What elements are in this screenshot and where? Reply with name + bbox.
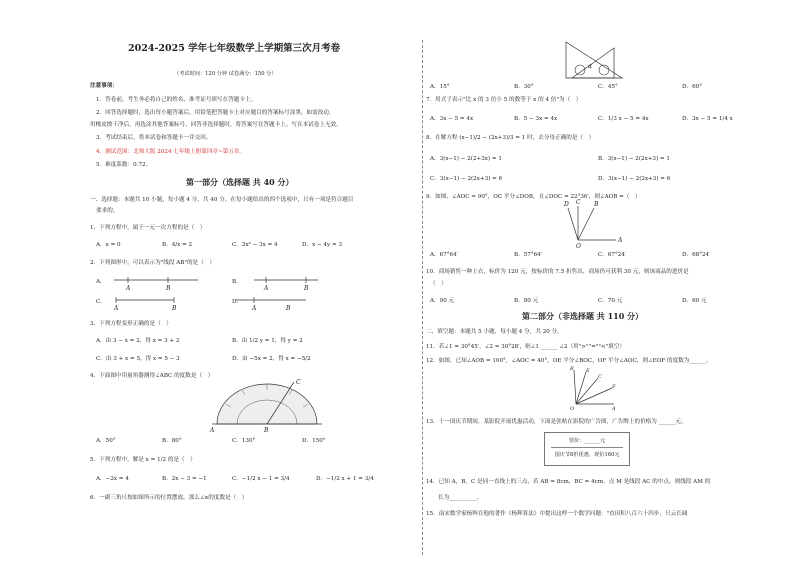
option-d[interactable]: D． [232,299,243,305]
sign-discount-line: 国庆节8折优惠，现价160元 [554,452,620,458]
label-b: B [286,305,291,312]
option-a[interactable]: A．x = 0 [96,242,121,248]
question-10-bracket: （ ） [430,281,447,287]
option-a[interactable]: A．15° [430,84,450,90]
option-b[interactable]: B．57°64′ [514,252,543,258]
question-5: 5．下列方程中，解是 x = 1/2 的是（ ） [90,457,196,463]
price-sign [544,432,630,466]
label-b: B [166,285,171,292]
option-c[interactable]: C．3(x−1) − 2(2x+3) = 6 [430,176,503,182]
option-d[interactable]: D．−1/2 x + 1 = 3/4 [316,476,374,482]
label-a: A [264,285,269,292]
label-b: B [594,201,599,208]
label-e: E [586,368,590,374]
question-6: 6．一副三角尺按如图所示的位置摆放，那么∠α的度数是（ ） [90,495,248,501]
option-a[interactable]: A． [96,279,106,285]
left-column [70,0,422,562]
question-8: 8．在解方程 (x−1)/2 − (2x+3)/3 = 1 时，去分母正确的是（ ） [426,135,595,141]
protractor-figure [210,379,322,434]
q12-ray-figure [570,366,616,410]
part2-heading: 第二部分（非选择题 共 110 分） [522,311,644,321]
question-12: 12．如图，已知∠AOB = 100°，∠AOC = 40°，OE 平分∠BOC，OF 平分∠AOC，则∠EOF 的度数为______。 [426,358,712,364]
option-d[interactable]: D．60° [682,84,702,90]
label-c: C [296,379,301,386]
option-a[interactable]: A．67°64′ [430,252,458,258]
question-7: 7．用式子表示"比 x 的 3 倍小 5 的数等于 x 的 4 倍"为（ ） [426,97,582,103]
label-d: D [564,201,569,208]
option-b[interactable]: B．由 1/2 y = 1，得 y = 2 [232,338,303,344]
label-o: O [576,243,581,250]
label-a: A [126,285,131,292]
option-b[interactable]: B．80 元 [514,298,539,304]
sign-price-line: 票价：______元 [568,438,606,444]
note-item: 1．答卷前，考生务必将自己的姓名、准考证号填写在答题卡上。 [96,97,257,103]
question-11: 11．若∠1 = 30°45′，∠2 = 30°28′，则∠1 ______ ∠2（用">""=""<"填空） [426,344,625,350]
question-15: 15．南宋数学家杨辉在他的著作《杨辉算法》中提出这样一个数学问题："直田积八百六十四步，只云长阔 [426,511,688,517]
option-c[interactable]: C．130° [232,438,256,444]
option-d[interactable]: D．60 元 [682,298,707,304]
question-14: 14．已知 A，B，C 是同一直线上的三点，若 AB = 8cm，BC = 4cm，点 M 是线段 AC 的中点，则线段 AM 的 [426,479,711,485]
option-a[interactable]: A．由 3 − x = 2，得 x = 3 + 2 [96,338,180,344]
option-b[interactable]: B．4/x = 2 [162,242,193,248]
label-f: F [612,384,616,390]
option-c[interactable]: C． [96,299,106,305]
label-b: B [172,305,177,312]
note-item: 5．难度系数：0.72。 [96,162,152,168]
q9-angle-figure [562,199,623,250]
option-a[interactable]: A．3(x−1) − 2(2+3x) = 1 [430,156,502,162]
option-b[interactable]: B．80° [162,438,182,444]
part1-heading: 第一部分（选择题 共 40 分） [186,177,294,187]
label-a: A [252,305,257,312]
option-c[interactable]: C．−1/2 x − 1 = 3/4 [232,476,290,482]
option-b[interactable]: B．2x − 3 = −1 [162,476,207,482]
option-b[interactable]: B． [232,279,242,285]
label-c: C [576,199,581,206]
option-d[interactable]: D．68°24′ [682,252,711,258]
option-c[interactable]: C．45° [598,84,618,90]
label-b: B [264,427,269,434]
column-divider [422,40,423,555]
question-2: 2．下列图形中，可以表示为"线段 AB"的是（ ） [90,260,215,266]
question-9: 9．如图，∠AOC = 90°，OC 平分∠DOB，且∠DOC = 22°36′，则∠AOB =（ ） [426,194,641,200]
label-a: A [612,406,616,412]
page-title: 2024-2025 学年七年级数学上学期第三次月考卷 [128,43,341,54]
right-column [426,0,771,562]
option-c[interactable]: C．67°24′ [598,252,627,258]
question-13: 13．十一国庆节期间，某影院开展优惠活动，下面是张贴在影院的广告图，广告牌上的价格为 ______元。 [426,419,687,425]
exam-info: （考试时间：120 分钟 试卷满分：150 分） [174,71,277,77]
fill-intro: 二、填空题：本题共 5 小题，每小题 4 分，共 20 分。 [426,329,563,335]
option-c[interactable]: C．1/3 x − 5 = 4x [598,116,649,122]
note-item: 用橡皮擦干净后，再选涂其他答案标号。回答非选择题时，将答案写在答题卡上。写在本试卷上无效。 [90,122,342,128]
question-14-cont: 长为__________。 [438,495,483,501]
option-a[interactable]: A．3x − 5 = 4x [430,116,474,122]
option-c[interactable]: C．2x² − 3x = 4 [232,242,278,248]
part1-intro: 一、选择题：本题共 10 小题，每小题 4 分，共 40 分。在每小题给出的四个选项中，只有一项是符合题目 [90,197,354,203]
option-b[interactable]: B．3(x−1) − 2(2x+3) = 1 [598,156,670,162]
q2-segment-figures [106,270,406,320]
option-d[interactable]: D．3x − 5 = 1/4 x [682,116,733,122]
option-c[interactable]: C．由 3 + x = 5，得 x = 5 − 3 [96,356,180,362]
question-10: 10．商场销售一种上衣，标价为 120 元，按标价的 7.5 折售出，商场仍可获利 30 元，则该商品的进价是 [426,269,689,275]
label-b: B [570,366,574,372]
part1-intro: 要求的。 [96,208,119,214]
label-a: A [618,237,623,244]
note-item: 3．考试结束后，将本试卷和答题卡一并交回。 [96,135,212,141]
option-d[interactable]: D．由 −5x = 2，得 x = −5/2 [232,356,311,362]
option-a[interactable]: A．90 元 [430,298,455,304]
set-square-figure [566,40,626,80]
question-1: 1．下列方程中，属于一元一次方程的是（ ） [90,225,206,231]
question-3: 3．下列方程变形正确的是（ ） [90,321,172,327]
question-4: 4．下面图中用量角器测得∠ABC 的度数是（ ） [90,373,214,379]
option-b[interactable]: B．5 − 3x = 4x [514,116,558,122]
option-a[interactable]: A．50° [96,438,116,444]
option-b[interactable]: B．30° [514,84,534,90]
option-d[interactable]: D．150° [302,438,326,444]
label-b: B [304,285,309,292]
label-alpha: α [588,63,593,70]
option-d[interactable]: D．3(x−1) − 2(2x+3) = 6 [598,176,671,182]
note-item-scope: 4．测试范围：北师大版 2024 七年级上册第四章~第五章。 [96,149,246,155]
option-c[interactable]: C．70 元 [598,298,623,304]
option-d[interactable]: D．x − 4y = 3 [302,242,342,248]
note-item: 2．回答选择题时，选出每小题答案后，用铅笔把答题卡上对应题目的答案标号涂黑。如需改动， [96,110,335,116]
label-a: A [210,427,215,434]
notes-heading: 注意事项： [90,83,118,89]
label-o: O [570,406,575,412]
label-c: C [598,374,602,380]
label-a: A [114,305,119,312]
option-a[interactable]: A．−2x = 4 [96,476,129,482]
